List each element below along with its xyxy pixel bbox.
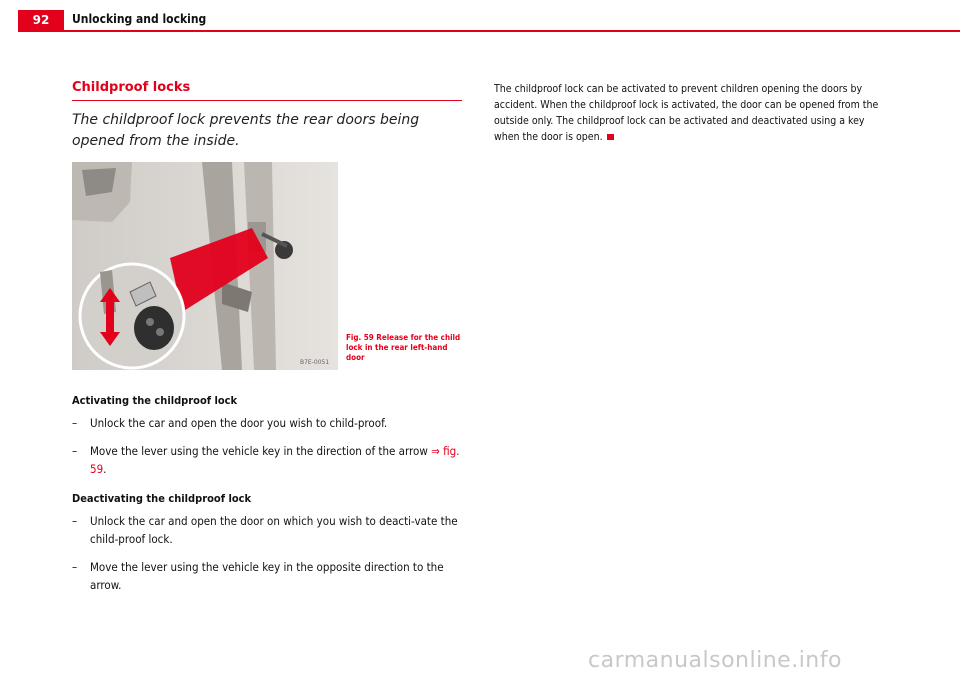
deactivate-step-2 xyxy=(72,558,464,594)
figure-xref-link[interactable]: ⇒ fig. 59 xyxy=(90,444,460,476)
watermark: carmanualsonline.info xyxy=(588,648,842,673)
figure-code: B7E-0051 xyxy=(300,359,330,366)
section-rule xyxy=(72,100,462,101)
section-title: Childproof locks xyxy=(72,80,191,95)
step-text: Unlock the car and open the door you wish to child-proof. xyxy=(90,416,388,430)
deactivate-heading: Deactivating the childproof lock xyxy=(72,492,252,505)
page-number: 92 xyxy=(18,10,64,30)
step-dash: – xyxy=(72,560,78,574)
deactivate-step-1 xyxy=(72,512,464,548)
step-dash: – xyxy=(72,444,78,458)
activate-heading: Activating the childproof lock xyxy=(72,394,238,407)
lead-text: The childproof lock prevents the rear doors being opened from the inside. xyxy=(72,112,420,149)
step-text: Unlock the car and open the door on which you wish to deacti-vate the child-proof lock. xyxy=(90,514,458,546)
activate-step-2 xyxy=(72,442,464,478)
xref-tail: . xyxy=(103,462,107,476)
page-header xyxy=(0,8,960,32)
figure-door-child-lock xyxy=(72,162,338,370)
door-illustration xyxy=(72,162,338,370)
end-of-section-icon xyxy=(607,134,614,140)
step-text: Move the lever using the vehicle key in the direction of the arrow xyxy=(90,444,428,458)
figure-caption: Fig. 59 Release for the child lock in the rear left-hand door xyxy=(346,333,461,362)
header-rule xyxy=(18,30,960,32)
running-title: Unlocking and locking xyxy=(72,12,207,26)
step-dash: – xyxy=(72,514,78,528)
activate-step-1 xyxy=(72,414,464,432)
body-paragraph xyxy=(494,81,884,145)
step-text: Move the lever using the vehicle key in the opposite direction to the arrow. xyxy=(90,560,444,592)
step-dash: – xyxy=(72,416,78,430)
body-text: The childproof lock can be activated to prevent children opening the doors by accident. When the childproof lock is activated, the door can be opened from the outside only. The childproof lock can be activated and deactivated using a key when the door is open. xyxy=(494,83,879,143)
